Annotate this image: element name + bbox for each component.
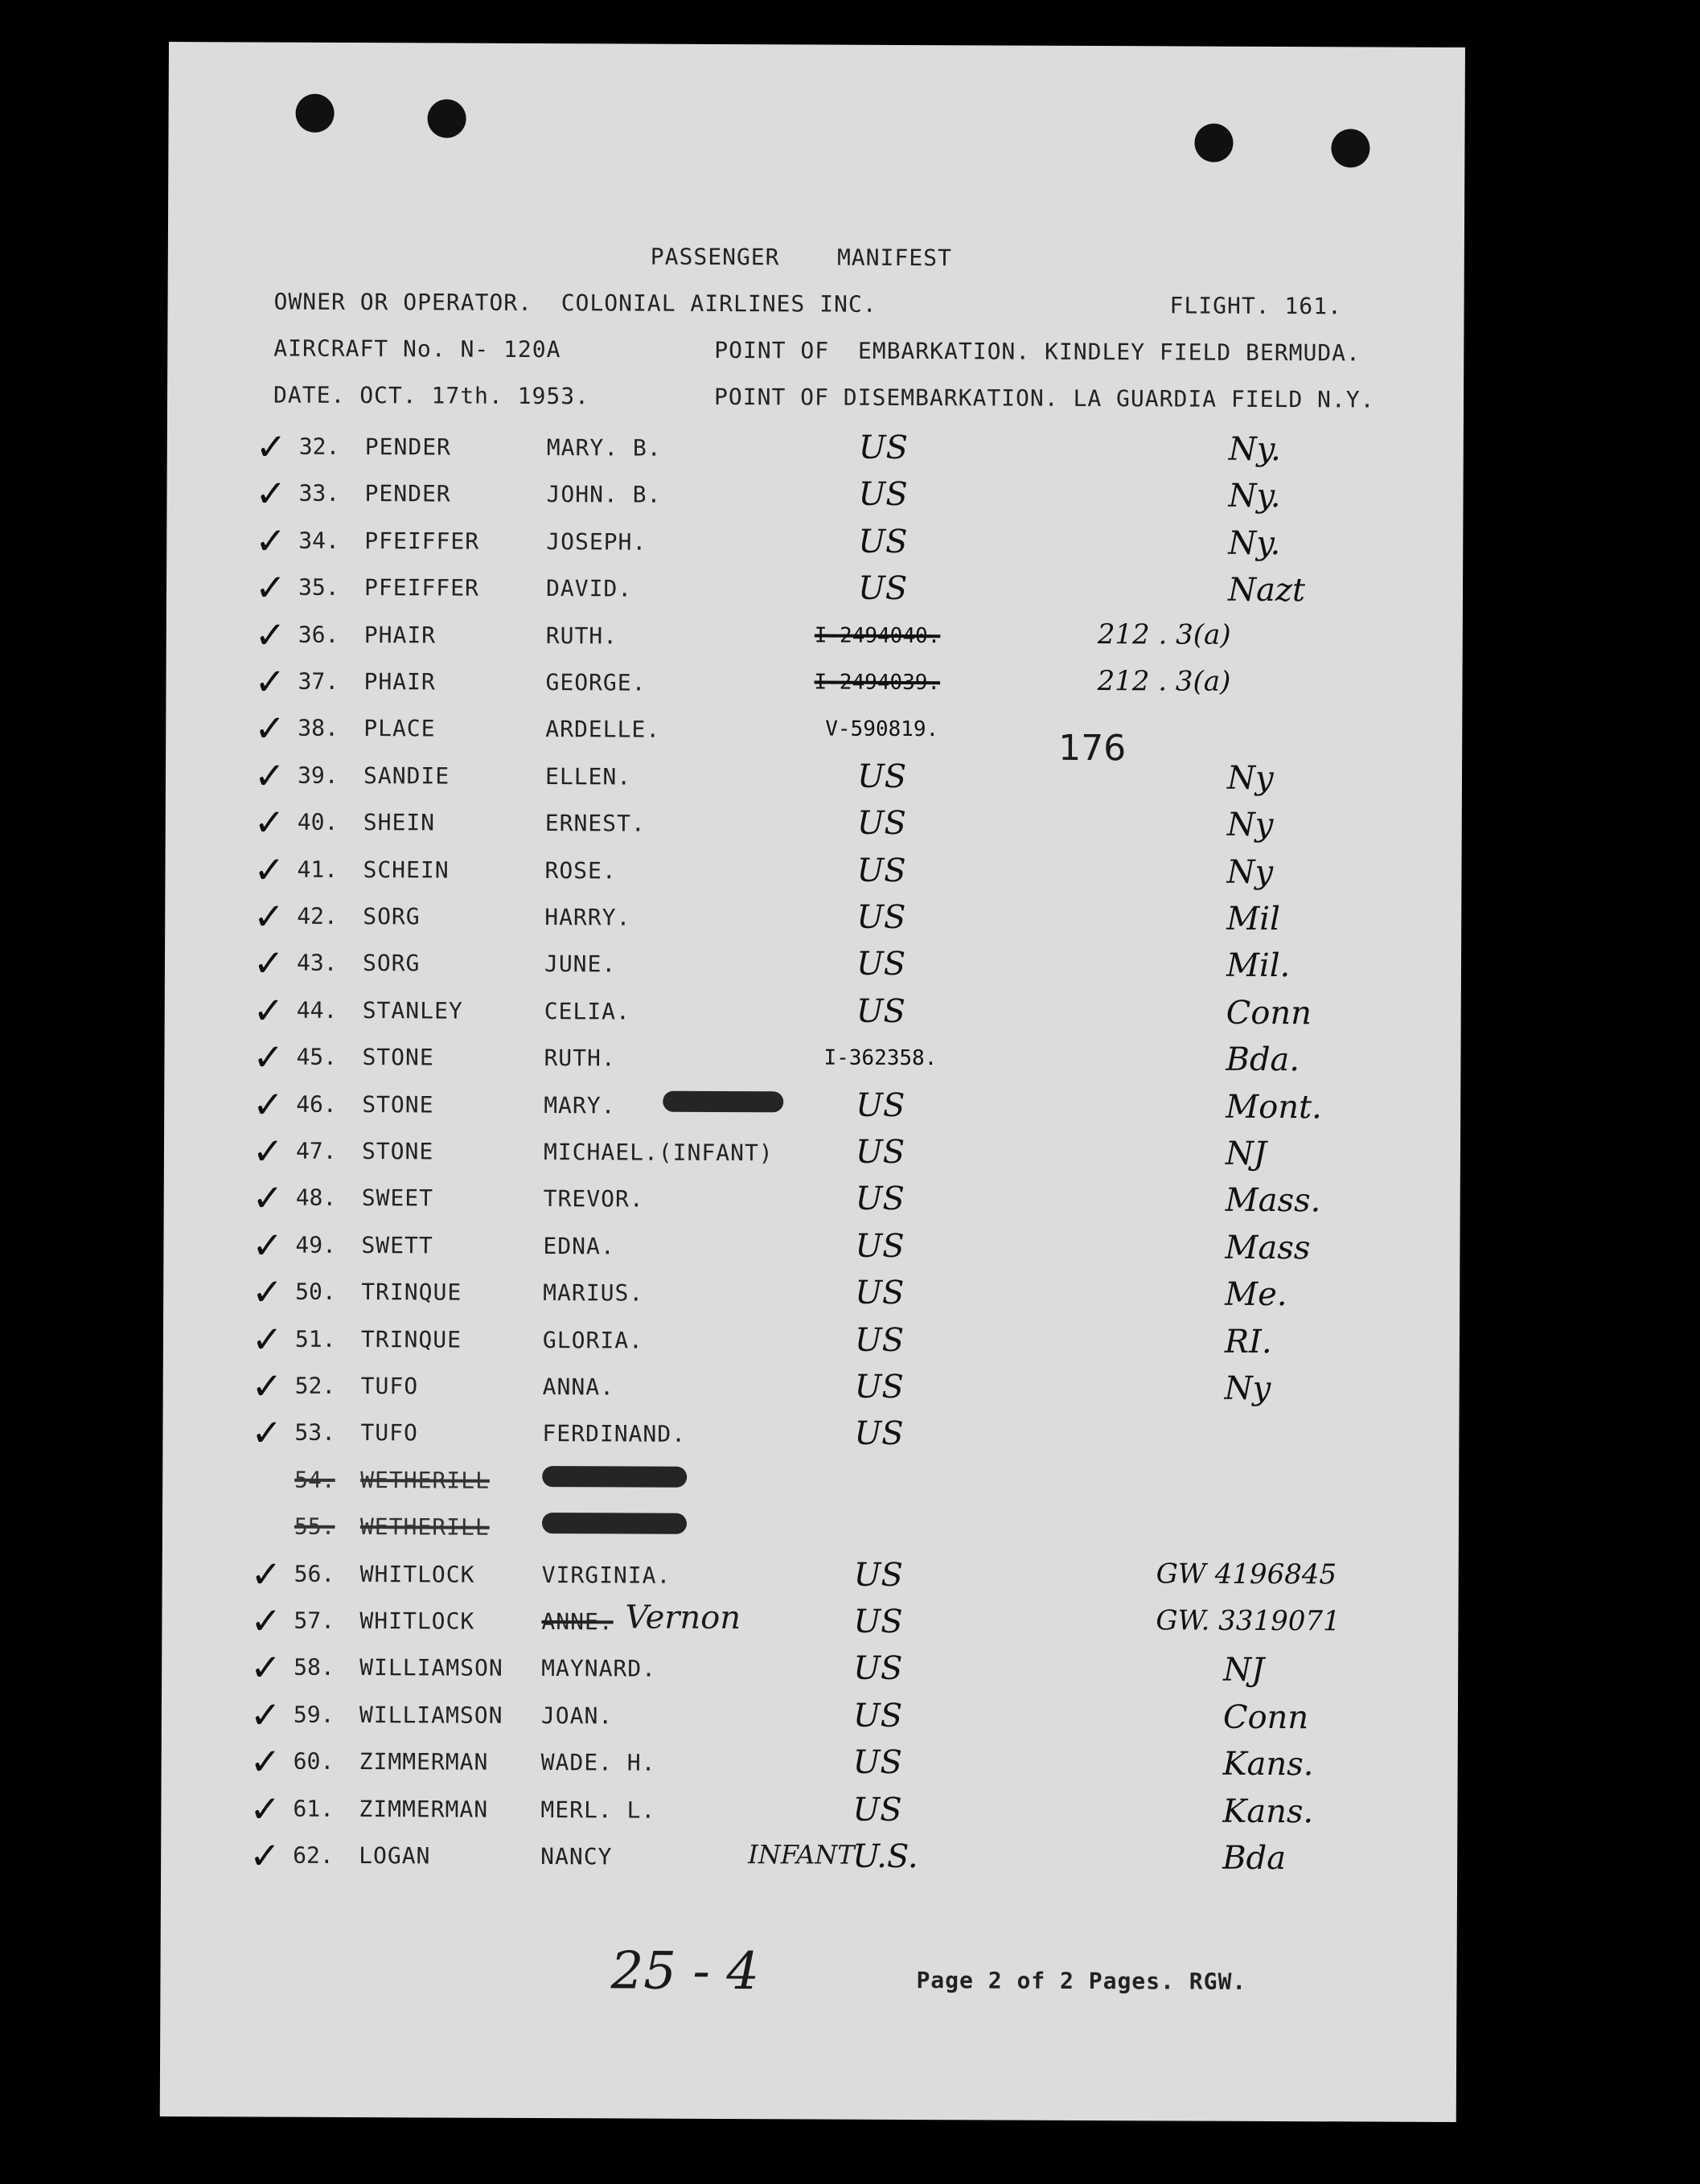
passenger-given-name: JOHN. B.: [546, 481, 662, 509]
passenger-citizenship: US: [855, 1133, 905, 1172]
passenger-surname: WETHERILL: [359, 1513, 490, 1541]
passenger-given-name: ELLEN.: [544, 762, 632, 790]
passenger-residence: NJ: [1225, 1135, 1267, 1172]
passenger-given-name: JUNE.: [544, 950, 617, 978]
passenger-citizenship: US: [856, 804, 906, 843]
passenger-given-name: GLORIA.: [542, 1326, 644, 1354]
passenger-citizenship: US: [853, 1650, 903, 1688]
passenger-surname: STONE: [362, 1044, 434, 1071]
passenger-residence: Ny: [1226, 759, 1274, 797]
passenger-residence: Mont.: [1226, 1088, 1322, 1126]
passenger-citizenship: US: [854, 1321, 905, 1359]
check-mark-icon: ✓: [252, 1176, 284, 1221]
passenger-number: 37.: [298, 667, 339, 695]
check-mark-icon: ✓: [250, 1599, 282, 1643]
passenger-row: [165, 848, 1461, 905]
passenger-citizenship: US: [856, 898, 906, 937]
passenger-citizenship: US: [858, 523, 908, 560]
passenger-citizenship: US: [855, 1274, 905, 1312]
punch-hole: [1331, 129, 1369, 167]
check-mark-icon: ✓: [253, 941, 285, 986]
passenger-residence: 212 . 3(a): [1097, 618, 1231, 651]
passenger-row: [162, 1693, 1458, 1750]
passenger-number: 38.: [298, 715, 339, 742]
passenger-number: 60.: [293, 1747, 335, 1776]
passenger-residence: RI.: [1224, 1323, 1272, 1361]
passenger-number: 54.: [294, 1466, 335, 1493]
passenger-row: [164, 1082, 1460, 1139]
disembarkation-line: POINT OF DISEMBARKATION. LA GUARDIA FIELD N.Y.: [714, 383, 1375, 413]
passenger-residence: Ny.: [1228, 430, 1281, 469]
passenger-row: [165, 894, 1461, 951]
passenger-residence: Ny.: [1228, 524, 1281, 562]
passenger-row: [162, 1739, 1458, 1796]
passenger-row: [166, 706, 1462, 763]
passenger-residence: Mil.: [1226, 947, 1291, 985]
passenger-citizenship: US: [853, 1603, 903, 1641]
passenger-number: 34.: [298, 527, 339, 554]
passenger-surname: WHITLOCK: [359, 1607, 475, 1635]
passenger-given-name: MARIUS.: [543, 1279, 644, 1307]
passenger-citizenship: US: [858, 476, 908, 514]
passenger-surname: TUFO: [360, 1373, 419, 1400]
passenger-number: 33.: [298, 480, 340, 507]
check-mark-icon: ✓: [251, 1410, 283, 1455]
check-mark-icon: ✓: [251, 1317, 283, 1361]
passenger-row: [166, 519, 1463, 576]
passenger-row: [162, 1509, 1459, 1562]
passenger-row: [162, 1599, 1458, 1656]
check-mark-icon: ✓: [253, 753, 285, 798]
passenger-given-name: HARRY.: [544, 904, 631, 931]
passenger-given-name: MERL. L.: [540, 1796, 656, 1824]
passenger-row: [163, 1317, 1460, 1374]
passenger-row: [165, 988, 1461, 1045]
passenger-surname: PFEIFFER: [364, 527, 480, 555]
passenger-surname: PLACE: [363, 715, 436, 742]
owner-line: OWNER OR OPERATOR. COLONIAL AIRLINES INC.: [273, 288, 877, 318]
passenger-number: 46.: [296, 1090, 337, 1118]
check-mark-icon: ✓: [249, 1787, 281, 1831]
passenger-given-name: MAYNARD.: [541, 1655, 657, 1683]
check-mark-icon: ✓: [249, 1693, 281, 1737]
passenger-citizenship: US: [854, 1368, 904, 1406]
redaction-scribble: [542, 1466, 687, 1488]
passenger-citizenship: US: [856, 757, 907, 795]
passenger-surname: TRINQUE: [361, 1279, 462, 1306]
passenger-number: 52.: [294, 1372, 336, 1399]
embarkation-line: POINT OF EMBARKATION. KINDLEY FIELD BERMUDA.: [714, 336, 1361, 367]
passenger-given-name: VIRGINIA.: [541, 1561, 671, 1589]
passenger-number: 43.: [296, 950, 338, 977]
passenger-number: 36.: [298, 621, 339, 648]
date-line: DATE. OCT. 17th. 1953.: [273, 381, 590, 410]
passenger-citizenship: V-590819.: [825, 716, 939, 742]
passenger-number: 57.: [294, 1607, 335, 1634]
passenger-surname: WETHERILL: [360, 1466, 490, 1494]
passenger-row: [163, 1364, 1460, 1421]
passenger-number: 58.: [294, 1654, 335, 1681]
check-mark-icon: ✓: [252, 1129, 284, 1173]
punch-hole: [427, 99, 466, 138]
handwritten-count: 25 - 4: [610, 1941, 760, 2002]
passenger-number: 49.: [295, 1231, 337, 1258]
passenger-number: 61.: [293, 1795, 335, 1822]
passenger-residence: Bda: [1222, 1839, 1287, 1878]
passenger-residence: Conn: [1222, 1698, 1309, 1736]
passenger-row: [166, 613, 1463, 670]
check-mark-icon: ✓: [255, 425, 287, 469]
passenger-surname: TRINQUE: [360, 1325, 462, 1353]
redaction-scribble: [663, 1090, 783, 1112]
infant-note: INFANT: [748, 1839, 855, 1870]
passenger-residence: Ny.: [1228, 478, 1281, 515]
passenger-row: [166, 659, 1462, 716]
passenger-citizenship: US: [852, 1791, 902, 1829]
passenger-citizenship: I-2494039.: [814, 670, 941, 696]
passenger-given-name: TREVOR.: [543, 1185, 644, 1213]
passenger-row: [164, 1035, 1460, 1092]
passenger-citizenship: US: [858, 429, 909, 467]
passenger-row: [163, 1270, 1460, 1327]
passenger-number: 35.: [298, 573, 339, 601]
passenger-number: 39.: [297, 762, 339, 789]
passenger-number: 32.: [298, 433, 340, 460]
check-mark-icon: ✓: [254, 613, 286, 657]
passenger-row: [162, 1552, 1459, 1609]
check-mark-icon: ✓: [255, 519, 286, 563]
passenger-given-name: ANNE.: [541, 1608, 614, 1636]
passenger-surname: PENDER: [364, 433, 452, 461]
passenger-row: [161, 1787, 1457, 1844]
given-name-correction: Vernon: [625, 1599, 741, 1637]
passenger-given-name: ANNA.: [542, 1373, 615, 1401]
passenger-citizenship: US: [856, 946, 906, 983]
check-mark-icon: ✓: [253, 988, 285, 1032]
flight-number: FLIGHT. 161.: [1169, 292, 1342, 320]
passenger-given-name: MARY.: [544, 1091, 616, 1119]
passenger-surname: STONE: [361, 1138, 434, 1165]
check-mark-icon: ✓: [254, 565, 286, 610]
passenger-citizenship: US: [857, 569, 908, 608]
passenger-given-name: GEORGE.: [545, 669, 647, 696]
check-mark-icon: ✓: [253, 800, 285, 844]
passenger-given-name: CELIA.: [544, 997, 630, 1025]
passenger-surname: SORG: [363, 903, 421, 930]
passenger-surname: SANDIE: [363, 762, 450, 790]
passenger-surname: ZIMMERMAN: [359, 1748, 489, 1776]
passenger-residence: NJ: [1223, 1652, 1265, 1689]
passenger-surname: LOGAN: [359, 1842, 431, 1870]
passenger-surname: PHAIR: [363, 668, 436, 696]
page-info: Page 2 of 2 Pages. RGW.: [916, 1967, 1247, 1995]
passenger-residence: Kans.: [1222, 1792, 1314, 1830]
passenger-given-name: RUTH.: [544, 1045, 616, 1072]
passenger-given-name: RUTH.: [545, 622, 618, 650]
check-mark-icon: ✓: [254, 706, 285, 751]
margin-note: 176: [1058, 727, 1127, 770]
passenger-given-name: WADE. H.: [540, 1749, 656, 1776]
passenger-residence: Ny: [1226, 853, 1274, 891]
check-mark-icon: ✓: [253, 1082, 284, 1127]
passenger-number: 42.: [297, 902, 338, 930]
passenger-given-name: ROSE.: [544, 856, 617, 885]
passenger-surname: PFEIFFER: [363, 574, 479, 601]
check-mark-icon: ✓: [253, 848, 285, 892]
passenger-surname: SORG: [362, 950, 421, 977]
passenger-citizenship: US: [856, 1086, 905, 1124]
passenger-number: 45.: [296, 1043, 338, 1071]
manifest-paper: [160, 42, 1465, 2122]
passenger-residence: GW 4196845: [1156, 1557, 1337, 1591]
passenger-row: [167, 425, 1464, 482]
aircraft-line: AIRCRAFT No. N- 120A: [273, 335, 561, 363]
passenger-row: [162, 1645, 1458, 1702]
passenger-row: [162, 1463, 1459, 1515]
passenger-residence: Kans.: [1222, 1745, 1314, 1784]
passenger-given-name: JOAN.: [540, 1702, 614, 1730]
passenger-citizenship: US: [852, 1697, 903, 1734]
passenger-row: [166, 753, 1462, 811]
passenger-number: 50.: [295, 1278, 336, 1306]
check-mark-icon: ✓: [254, 659, 286, 704]
passenger-number: 41.: [297, 856, 339, 883]
passenger-number: 55.: [294, 1513, 335, 1541]
check-mark-icon: ✓: [253, 894, 285, 938]
passenger-row: [161, 1833, 1457, 1890]
passenger-surname: STONE: [362, 1090, 434, 1119]
passenger-number: 62.: [293, 1841, 334, 1869]
passenger-number: 47.: [295, 1137, 337, 1164]
punch-hole: [296, 94, 335, 133]
check-mark-icon: ✓: [249, 1833, 281, 1878]
passenger-given-name: MARY. B.: [546, 434, 662, 462]
passenger-residence: GW. 3319071: [1156, 1604, 1341, 1638]
passenger-residence: 212 . 3(a): [1097, 665, 1231, 698]
passenger-given-name: NANCY: [540, 1843, 613, 1870]
passenger-surname: SHEIN: [363, 809, 436, 836]
passenger-given-name: FERDINAND.: [542, 1420, 687, 1448]
passenger-number: 59.: [293, 1701, 335, 1728]
passenger-given-name: DAVID.: [545, 575, 633, 602]
passenger-citizenship: US: [852, 1743, 902, 1782]
passenger-residence: Bda.: [1226, 1041, 1300, 1079]
passenger-citizenship: US: [855, 1180, 905, 1218]
passenger-citizenship: US: [854, 1415, 904, 1453]
passenger-surname: WILLIAMSON: [359, 1654, 503, 1682]
check-mark-icon: ✓: [250, 1645, 281, 1690]
passenger-surname: PENDER: [364, 480, 451, 507]
passenger-citizenship: US: [855, 1227, 905, 1265]
passenger-citizenship: U.S.: [852, 1837, 918, 1876]
passenger-residence: Ny: [1224, 1369, 1271, 1407]
passenger-given-name: EDNA.: [543, 1232, 615, 1260]
passenger-surname: SCHEIN: [363, 856, 450, 884]
passenger-number: 51.: [294, 1325, 336, 1353]
passenger-surname: SWETT: [361, 1231, 433, 1259]
passenger-citizenship: I-2494040.: [814, 623, 941, 648]
passenger-surname: STANLEY: [362, 996, 463, 1024]
check-mark-icon: ✓: [249, 1739, 281, 1784]
check-mark-icon: ✓: [250, 1552, 282, 1596]
redaction-scribble: [542, 1513, 687, 1534]
passenger-given-name: JOSEPH.: [546, 528, 647, 556]
passenger-citizenship: US: [853, 1556, 903, 1594]
passenger-row: [163, 1223, 1460, 1280]
check-mark-icon: ✓: [252, 1223, 284, 1267]
passenger-citizenship: US: [856, 992, 905, 1030]
passenger-residence: Nazt: [1227, 571, 1306, 610]
passenger-row: [165, 941, 1461, 998]
passenger-row: [164, 1129, 1460, 1186]
check-mark-icon: ✓: [251, 1364, 283, 1408]
check-mark-icon: ✓: [255, 471, 287, 516]
passenger-given-name: MICHAEL.(INFANT): [543, 1139, 774, 1167]
passenger-citizenship: US: [856, 852, 906, 889]
passenger-residence: Ny: [1226, 806, 1274, 844]
passenger-given-name: ERNEST.: [544, 810, 646, 837]
manifest-title: PASSENGER MANIFEST: [650, 243, 952, 272]
punch-hole: [1194, 124, 1233, 162]
passenger-surname: ZIMMERMAN: [359, 1795, 489, 1823]
passenger-citizenship: I-362358.: [823, 1045, 938, 1071]
passenger-given-name: ARDELLE.: [545, 716, 661, 744]
passenger-number: 40.: [297, 808, 339, 836]
passenger-row: [164, 1176, 1460, 1233]
passenger-residence: Mil: [1226, 900, 1280, 938]
passenger-residence: Conn: [1226, 994, 1312, 1032]
passenger-number: 44.: [296, 996, 338, 1024]
passenger-number: 48.: [295, 1184, 337, 1212]
passenger-residence: Mass: [1225, 1229, 1311, 1267]
passenger-surname: WHITLOCK: [359, 1560, 475, 1588]
passenger-number: 53.: [294, 1419, 336, 1447]
passenger-residence: Mass.: [1225, 1182, 1321, 1220]
check-mark-icon: ✓: [252, 1270, 283, 1314]
passenger-surname: WILLIAMSON: [359, 1701, 503, 1729]
passenger-surname: TUFO: [360, 1419, 418, 1447]
passenger-surname: PHAIR: [363, 621, 437, 649]
passenger-surname: SWEET: [361, 1184, 434, 1212]
passenger-row: [166, 565, 1463, 622]
check-mark-icon: ✓: [253, 1035, 285, 1079]
passenger-residence: Me.: [1225, 1275, 1287, 1314]
passenger-row: [162, 1410, 1459, 1468]
passenger-number: 56.: [294, 1560, 335, 1587]
passenger-row: [166, 471, 1463, 528]
passenger-row: [166, 800, 1462, 857]
